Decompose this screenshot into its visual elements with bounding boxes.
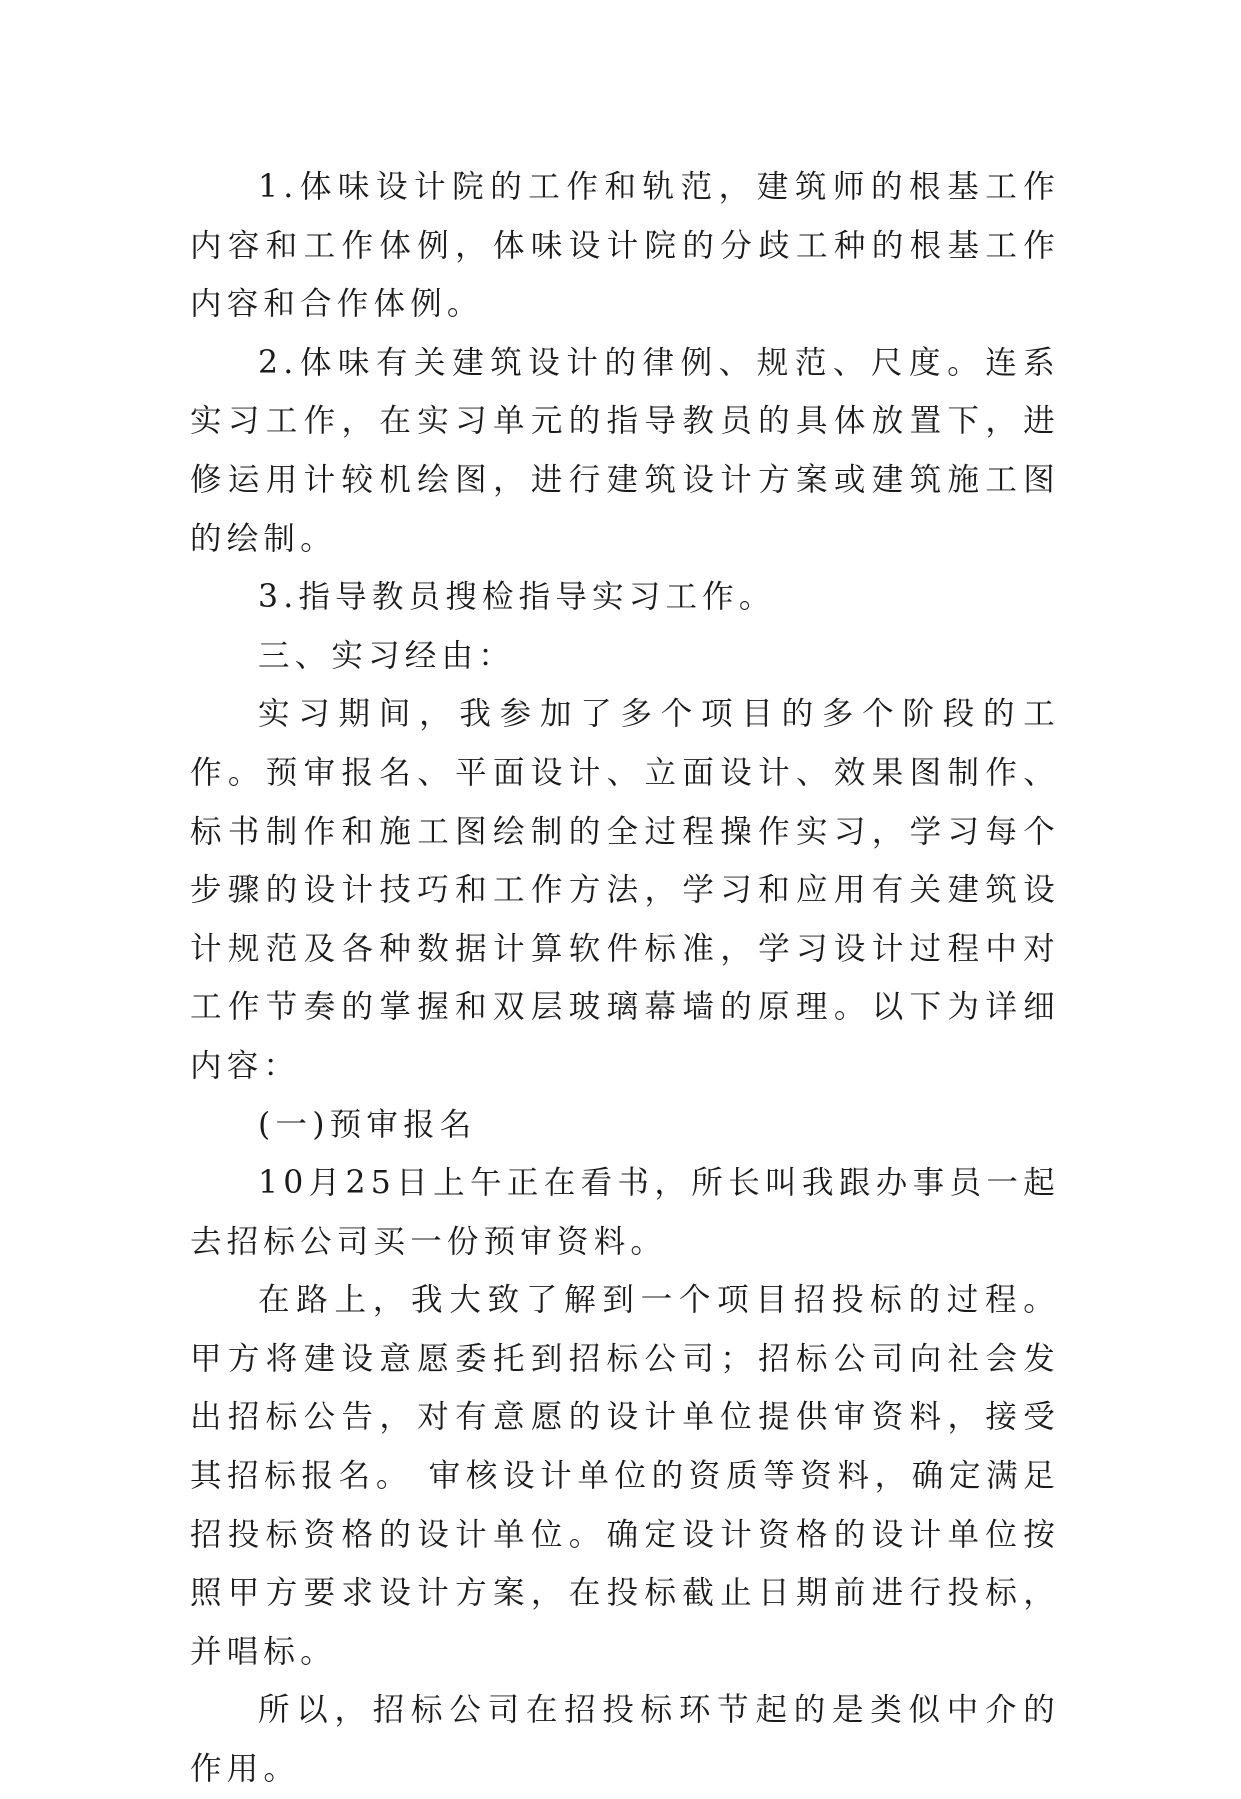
body-paragraph: 10月25日上午正在看书，所长叫我跟办事员一起去招标公司买一份预审资料。 — [190, 1165, 1060, 1260]
body-paragraph: 所以，招标公司在招投标环节起的是类似中介的作用。 — [190, 1692, 1060, 1788]
body-paragraph: 实习期间，我参加了多个项目的多个阶段的工作。预审报名、平面设计、立面设计、效果图制作、标书制作和施工图绘制的全过程操作实习，学习每个步骤的设计技巧和工作方法，学习和应用有关建筑设计规范及各种数据计算软件标准，学习设计过程中对工作节奏的掌握和双层玻璃幕墙的原理。以下为详细内容： — [190, 696, 1060, 1084]
paragraph-item-1: 1.体味设计院的工作和轨范，建筑师的根基工作内容和工作体例，体味设计院的分歧工种的根基工作内容和合作体例。 — [190, 169, 1060, 323]
paragraph-item-3: 3.指导教员搜检指导实习工作。 — [258, 579, 776, 616]
body-paragraph: 在路上，我大致了解到一个项目招投标的过程。 甲方将建设意愿委托到招标公司；招标公司向社会发出招标公告，对有意愿的设计单位提供审资料，接受其招标报名。 审核设计单位的资质等资料，确定满足招投标资格的设计单位。确定设计资格的设计单位按照甲方要求设计方案，在投标截止日期前进行投标，并唱标。 — [190, 1282, 1060, 1670]
paragraph-item-2: 2.体味有关建筑设计的律例、规范、尺度。连系实习工作，在实习单元的指导教员的具体放置下，进修运用计较机绘图，进行建筑设计方案或建筑施工图的绘制。 — [190, 344, 1060, 557]
document-body — [190, 158, 1060, 1799]
subsection-heading: (一)预审报名 — [258, 1106, 477, 1143]
section-heading: 三、实习经由： — [258, 637, 515, 674]
